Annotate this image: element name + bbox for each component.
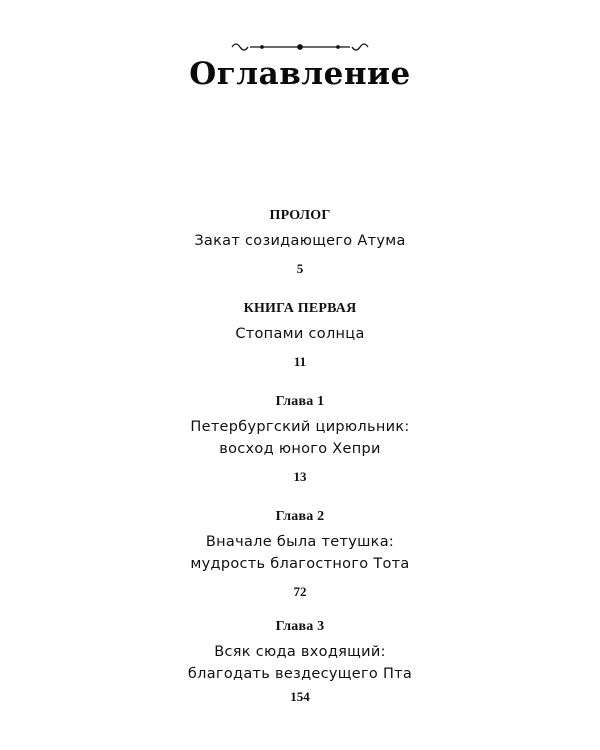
- entry-page-number: 11: [293, 354, 307, 369]
- entry-page-number: 5: [296, 261, 304, 276]
- toc-entry-chapter-1[interactable]: [0, 393, 600, 485]
- toc-entry-chapter-3[interactable]: [0, 618, 600, 705]
- entry-label: КНИГА ПЕРВАЯ: [243, 301, 357, 316]
- entry-subtitle-line: Стопами солнца: [235, 326, 365, 342]
- toc-entry-prologue[interactable]: [0, 207, 600, 277]
- entry-label: ПРОЛОГ: [269, 208, 331, 223]
- entry-subtitle-line: Вначале была тетушка:: [205, 534, 395, 550]
- toc-entry-chapter-2[interactable]: [0, 508, 600, 600]
- entry-subtitle-line: Петербургский цирюльник:: [190, 419, 410, 435]
- entry-subtitle-line: Всяк сюда входящий:: [214, 644, 386, 660]
- entry-label: Глава 1: [275, 394, 325, 409]
- entry-subtitle-line: благодать вездесущего Пта: [187, 666, 413, 682]
- entry-subtitle-line: восход юного Хепри: [219, 441, 381, 457]
- entry-page-number: 72: [293, 584, 307, 599]
- entry-subtitle-line: Закат созидающего Атума: [194, 233, 406, 249]
- entry-subtitle-line: мудрость благостного Тота: [190, 556, 410, 572]
- entry-label: Глава 2: [275, 509, 325, 524]
- entry-label: Глава 3: [275, 619, 325, 634]
- page-title: Оглавление: [189, 56, 411, 92]
- entry-page-number: 154: [290, 689, 310, 704]
- entry-page-number: 13: [293, 469, 307, 484]
- toc-entry-book-one[interactable]: [0, 300, 600, 370]
- title-ornament-icon: [0, 40, 600, 54]
